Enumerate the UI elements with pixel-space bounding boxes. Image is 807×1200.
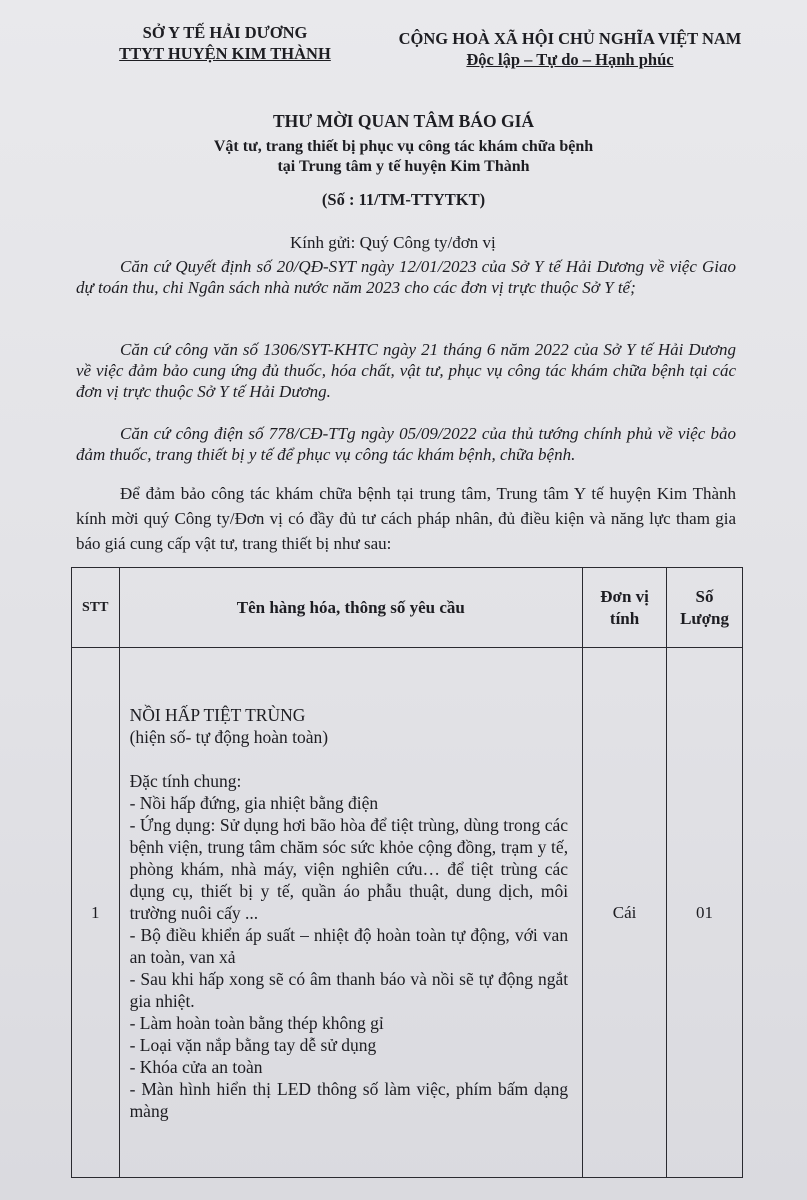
header-unit-line-2: tính bbox=[609, 608, 640, 628]
national-header bbox=[380, 28, 760, 70]
items-table bbox=[71, 567, 743, 1178]
greeting: Kính gửi: Quý Công ty/đơn vị bbox=[290, 233, 496, 252]
subtitle-line-1: Vật tư, trang thiết bị phục vụ công tác khám chữa bệnh bbox=[213, 138, 594, 155]
feature-item: - Làm hoàn toàn bằng thép không gỉ bbox=[129, 1012, 384, 1033]
paragraph-3: Căn cứ công điện số 778/CĐ-TTg ngày 05/09/2022 của thủ tướng chính phủ về việc bảo đảm thuốc, trang thiết bị y tế để phục vụ công tác khám bệnh, chữa bệnh. bbox=[76, 424, 736, 464]
document-subtitle bbox=[0, 137, 807, 177]
national-motto: Độc lập – Tự do – Hạnh phúc bbox=[466, 50, 674, 69]
features-title: Đặc tính chung: bbox=[129, 770, 242, 791]
header-qty bbox=[667, 568, 743, 648]
issuer-department: SỞ Y TẾ HẢI DƯƠNG bbox=[142, 23, 308, 42]
paragraph-2: Căn cứ công văn số 1306/SYT-KHTC ngày 21 tháng 6 năm 2022 của Sở Y tế Hải Dương về việc đảm bảo cung ứng đủ thuốc, hóa chất, vật tư, phục vụ công tác khám chữa bệnh tại các đơn vị trực thuộc Sở Y tế Hải Dương. bbox=[76, 340, 736, 401]
header-unit bbox=[583, 568, 667, 648]
document-number: (Số : 11/TM-TTYTKT) bbox=[321, 190, 486, 209]
document-title: THƯ MỜI QUAN TÂM BÁO GIÁ bbox=[272, 111, 535, 131]
national-title: CỘNG HOÀ XÃ HỘI CHỦ NGHĨA VIỆT NAM bbox=[398, 29, 742, 48]
table-row bbox=[72, 648, 743, 1178]
row-description bbox=[119, 648, 583, 1178]
header-qty-line-1: Số bbox=[695, 586, 714, 606]
feature-item: - Loại vặn nắp bằng tay dễ sử dụng bbox=[129, 1034, 377, 1055]
header-stt: STT bbox=[72, 568, 120, 648]
feature-item: - Ứng dụng: Sử dụng hơi bão hòa để tiệt trùng, dùng trong các bệnh viện, trung tâm chăm sóc sức khỏe cộng đồng, trạm y tế, phòng khám, nhà máy, viện nghiên cứu… để tiệt trùng các dụng cụ, thiết bị y tế, quần áo phẫu thuật, dung dịch, môi trường nuôi cấy ... bbox=[129, 814, 569, 923]
item-subname: (hiện số- tự động hoàn toàn) bbox=[129, 726, 329, 747]
issuer-header bbox=[60, 22, 390, 64]
row-qty: 01 bbox=[667, 648, 743, 1178]
feature-item: - Khóa cửa an toàn bbox=[129, 1056, 263, 1077]
feature-item: - Nồi hấp đứng, gia nhiệt bằng điện bbox=[129, 792, 379, 813]
row-stt: 1 bbox=[72, 648, 120, 1178]
feature-item: - Sau khi hấp xong sẽ có âm thanh báo và nồi sẽ tự động ngắt gia nhiệt. bbox=[129, 968, 569, 1011]
paragraph-4: Để đảm bảo công tác khám chữa bệnh tại trung tâm, Trung tâm Y tế huyện Kim Thành kính mời quý Công ty/Đơn vị có đầy đủ tư cách pháp nhân, đủ điều kiện và năng lực tham gia báo giá cung cấp vật tư, trang thiết bị như sau: bbox=[76, 484, 736, 553]
table-header-row bbox=[72, 568, 743, 648]
feature-item: - Bộ điều khiển áp suất – nhiệt độ hoàn toàn tự động, với van an toàn, van xả bbox=[129, 924, 569, 967]
issuer-center: TTYT HUYỆN KIM THÀNH bbox=[119, 44, 331, 63]
item-name: NỒI HẤP TIỆT TRÙNG bbox=[129, 704, 306, 725]
header-unit-line-1: Đơn vị bbox=[600, 586, 649, 606]
header-qty-line-2: Lượng bbox=[680, 608, 729, 628]
subtitle-line-2: tại Trung tâm y tế huyện Kim Thành bbox=[277, 158, 530, 175]
header-name: Tên hàng hóa, thông số yêu cầu bbox=[119, 568, 583, 648]
paragraph-1: Căn cứ Quyết định số 20/QĐ-SYT ngày 12/01/2023 của Sở Y tế Hải Dương về việc Giao dự toán thu, chi Ngân sách nhà nước năm 2023 cho các đơn vị trực thuộc Sở Y tế; bbox=[76, 257, 736, 297]
row-unit: Cái bbox=[583, 648, 667, 1178]
feature-item: - Màn hình hiển thị LED thông số làm việc, phím bấm dạng màng bbox=[129, 1078, 569, 1121]
